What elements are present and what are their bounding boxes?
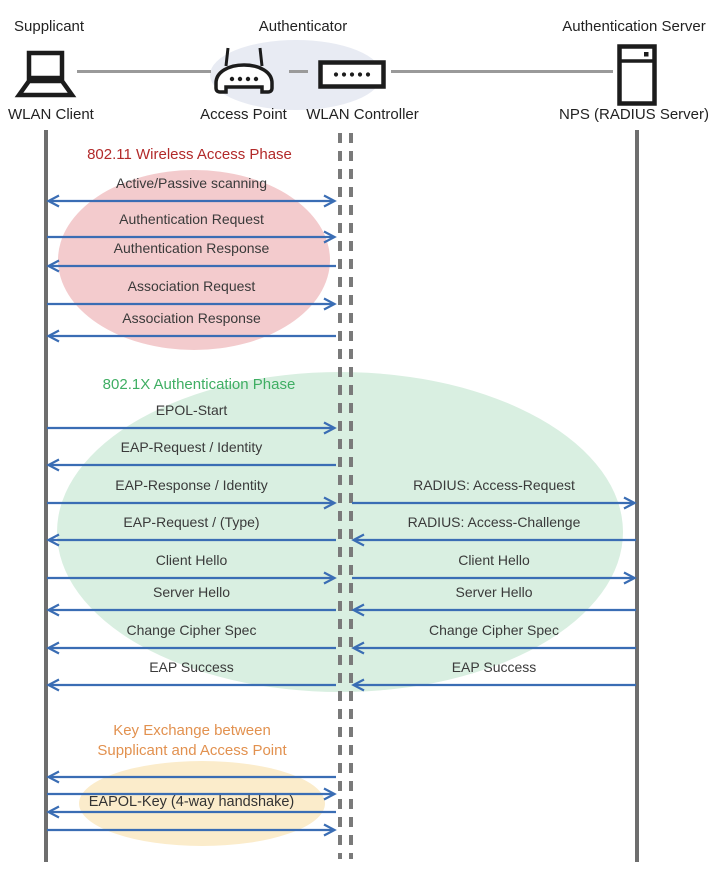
message-arrow [47,328,336,344]
message-label: RADIUS: Access-Challenge [407,514,581,530]
message-arrow [47,258,336,274]
message-arrow [47,495,336,511]
device-label-wlan-controller: WLAN Controller [306,106,419,123]
message-label: Active/Passive scanning [116,175,267,191]
message-arrow [47,420,336,436]
wlan-controller-icon [318,60,386,89]
message-arrow [47,677,336,693]
message-arrow [47,193,336,209]
message-label: Server Hello [152,584,231,600]
server-icon [617,44,657,106]
message-arrow [47,532,336,548]
message-label: EAP Success [451,659,537,675]
device-label-access-point: Access Point [200,106,287,123]
message-label: Authentication Request [119,211,264,227]
phase-title-8021x: 802.1X Authentication Phase [102,376,296,393]
message-label: Client Hello [458,552,530,568]
message-arrow [352,495,636,511]
message-label: EAP-Request / (Type) [123,514,260,530]
message-label: EAP Success [149,659,234,675]
message-arrow [47,640,336,656]
actor-role-authentication-server: Authentication Server [562,18,706,35]
phase-title-key-exchange-line1: Key Exchange between [113,722,271,739]
message-label: EAP-Response / Identity [115,477,268,493]
laptop-icon [12,50,78,102]
message-label: Server Hello [455,584,533,600]
actor-role-authenticator: Authenticator [258,18,348,35]
eapol-key-label: EAPOL-Key (4-way handshake) [88,794,295,810]
message-arrow [352,532,636,548]
message-label: EAP-Request / Identity [120,439,263,455]
message-arrow [352,640,636,656]
message-arrow [47,457,336,473]
message-arrow [352,602,636,618]
message-arrow [47,769,336,785]
access-point-icon [209,44,279,106]
connector-line-left [77,70,211,73]
message-arrow [47,602,336,618]
actor-role-supplicant: Supplicant [14,18,85,35]
device-label-wlan-client: WLAN Client [8,106,94,123]
phase-title-key-exchange-line2: Supplicant and Access Point [97,742,287,759]
device-label-nps-radius-server: NPS (RADIUS Server) [558,106,710,123]
message-label: Change Cipher Spec [429,622,559,638]
message-label: Client Hello [155,552,228,568]
message-label: EPOL-Start [155,402,228,418]
phase-title-80211: 802.11 Wireless Access Phase [87,146,292,163]
connector-dash-middle [289,70,308,73]
message-label: Association Request [127,278,256,294]
message-arrow [352,677,636,693]
message-arrow [47,822,336,838]
connector-line-right [391,70,613,73]
message-label: RADIUS: Access-Request [413,477,575,493]
phase-title-key-exchange [48,721,336,761]
message-label: Authentication Response [113,240,270,256]
lifeline-controller-dashed-left [338,133,342,859]
message-label: Association Response [122,310,261,326]
message-label: Change Cipher Spec [126,622,257,638]
